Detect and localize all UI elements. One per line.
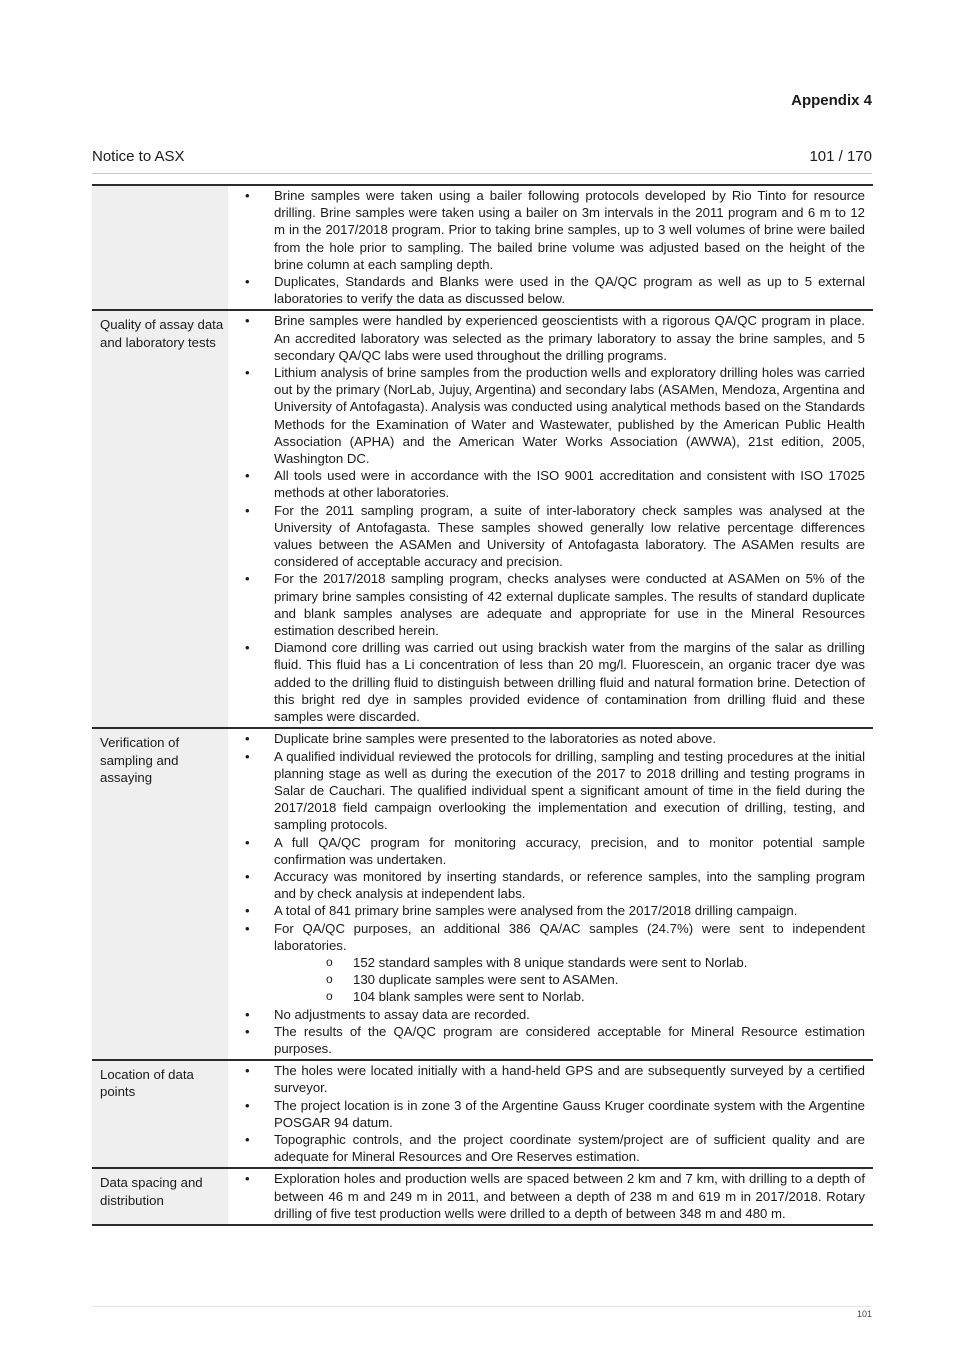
bullet-item: • The results of the QA/QC program are considered acceptable for Mineral Resource estimation purposes.: [228, 1023, 865, 1057]
table-row-location: [92, 1060, 873, 1168]
bullet-item: • All tools used were in accordance with the ISO 9001 accreditation and consistent with ISO 17025 methods at other laboratories.: [228, 467, 865, 501]
row-commentary: [228, 1168, 873, 1225]
row-label: [92, 185, 228, 310]
row-commentary: [228, 728, 873, 1060]
sub-bullet-list: [228, 954, 865, 1006]
sub-bullet-item: o 104 blank samples were sent to Norlab.: [228, 988, 865, 1005]
bullet-item: • Duplicates, Standards and Blanks were used in the QA/QC program as well as up to 5 external laboratories to verify the data as discussed below.: [228, 273, 865, 307]
bullet-item: • Diamond core drilling was carried out using brackish water from the margins of the salar as drilling fluid. This fluid has a Li concentration of less than 20 mg/l. Fluorescein, an organic tracer dye was added to the drilling fluid to distinguish between drilling fluid and natural formation brine. Detection of this bright red dye in samples provided evidence of contamination from drilling fluid and these samples were discarded.: [228, 639, 865, 725]
table-row-verification: [92, 728, 873, 1060]
bullet-item: • A total of 841 primary brine samples were analysed from the 2017/2018 drilling campaign.: [228, 902, 865, 919]
bullet-item: • Topographic controls, and the project coordinate system/project are of sufficient quality and are adequate for Mineral Resources and Ore Reserves estimation.: [228, 1131, 865, 1165]
sub-bullet-item: o 130 duplicate samples were sent to ASAMen.: [228, 971, 865, 988]
row-label: Location of data points: [92, 1060, 228, 1168]
row-commentary: [228, 1060, 873, 1168]
row-label: Data spacing and distribution: [92, 1168, 228, 1225]
bullet-item: • The project location is in zone 3 of the Argentine Gauss Kruger coordinate system with the Argentine POSGAR 94 datum.: [228, 1097, 865, 1131]
notice-title: Notice to ASX: [92, 148, 185, 165]
bullet-item: • A full QA/QC program for monitoring accuracy, precision, and to monitor potential sample confirmation was undertaken.: [228, 834, 865, 868]
row-label: Verification of sampling and assaying: [92, 728, 228, 1060]
bullet-item: • Lithium analysis of brine samples from the production wells and exploratory drilling holes was carried out by the primary (NorLab, Jujuy, Argentina) and secondary labs (ASAMen, Mendoza, Argentina and University of Antofagasta). Analysis was conducted using analytical methods based on the Standards Methods for the Examination of Water and Wastewater, published by the American Public Health Association (APHA) and the American Water Works Association (AWWA), 21st edition, 2005, Washington DC.: [228, 364, 865, 467]
bullet-item: • Accuracy was monitored by inserting standards, or reference samples, into the sampling program and by check analysis at independent labs.: [228, 868, 865, 902]
footer-divider: [92, 1306, 872, 1307]
bullet-item: • Duplicate brine samples were presented to the laboratories as noted above.: [228, 730, 865, 747]
page-header: [92, 148, 872, 165]
bullet-item: • For the 2011 sampling program, a suite of inter-laboratory check samples was analysed at the University of Antofagasta. These samples showed generally low relative percentage differences values between the ASAMen and University of Antofagasta laboratory. The ASAMen results are considered of acceptable accuracy and precision.: [228, 502, 865, 571]
row-commentary: [228, 185, 873, 310]
bullet-item: • Brine samples were taken using a bailer following protocols developed by Rio Tinto for resource drilling. Brine samples were taken using a bailer on 3m intervals in the 2011 program and 6 m to 12 m in the 2017/2018 program. Prior to taking brine samples, up to 3 well volumes of brine were bailed from the hole prior to sampling. The bailed brine volume was adjusted based on the height of the brine column at each sampling depth.: [228, 187, 865, 273]
bullet-item: • No adjustments to assay data are recorded.: [228, 1006, 865, 1023]
table-row-sampling-continued: [92, 185, 873, 310]
bullet-item: • For QA/QC purposes, an additional 386 QA/AC samples (24.7%) were sent to independent laboratories.: [228, 920, 865, 954]
page-number: 101: [856, 1309, 872, 1319]
appendix-label: Appendix 4: [791, 92, 872, 109]
bullet-item: • A qualified individual reviewed the protocols for drilling, sampling and testing procedures at the initial planning stage as well as during the execution of the 2017 to 2018 drilling and testing programs in Salar de Cauchari. The qualified individual spent a significant amount of time in the field during the 2017/2018 field campaign overlooking the implementation and execution of drilling, testing, and sampling protocols.: [228, 748, 865, 834]
table-row-data-spacing: [92, 1168, 873, 1225]
page-counter: 101 / 170: [809, 148, 872, 165]
table-row-quality-of-assay: [92, 310, 873, 728]
sub-bullet-item: o 152 standard samples with 8 unique standards were sent to Norlab.: [228, 954, 865, 971]
criteria-table: [92, 184, 873, 1226]
header-divider: [92, 173, 872, 174]
bullet-item: • The holes were located initially with a hand-held GPS and are subsequently surveyed by a certified surveyor.: [228, 1062, 865, 1096]
bullet-item: • Brine samples were handled by experienced geoscientists with a rigorous QA/QC program in place. An accredited laboratory was selected as the primary laboratory to assay the brine samples, and 5 secondary QA/QC labs were used throughout the drilling programs.: [228, 312, 865, 364]
row-label: Quality of assay data and laboratory tests: [92, 310, 228, 728]
bullet-item: • For the 2017/2018 sampling program, checks analyses were conducted at ASAMen on 5% of the primary brine samples consisting of 42 external duplicate samples. The results of standard duplicate and blank samples analyses are adequate and appropriate for use in the Mineral Resources estimation described herein.: [228, 570, 865, 639]
bullet-item: • Exploration holes and production wells are spaced between 2 km and 7 km, with drilling to a depth of between 46 m and 249 m in 2011, and between a depth of 238 m and 619 m in 2017/2018. Rotary drilling of five test production wells were drilled to a depth of between 348 m and 480 m.: [228, 1170, 865, 1222]
row-commentary: [228, 310, 873, 728]
